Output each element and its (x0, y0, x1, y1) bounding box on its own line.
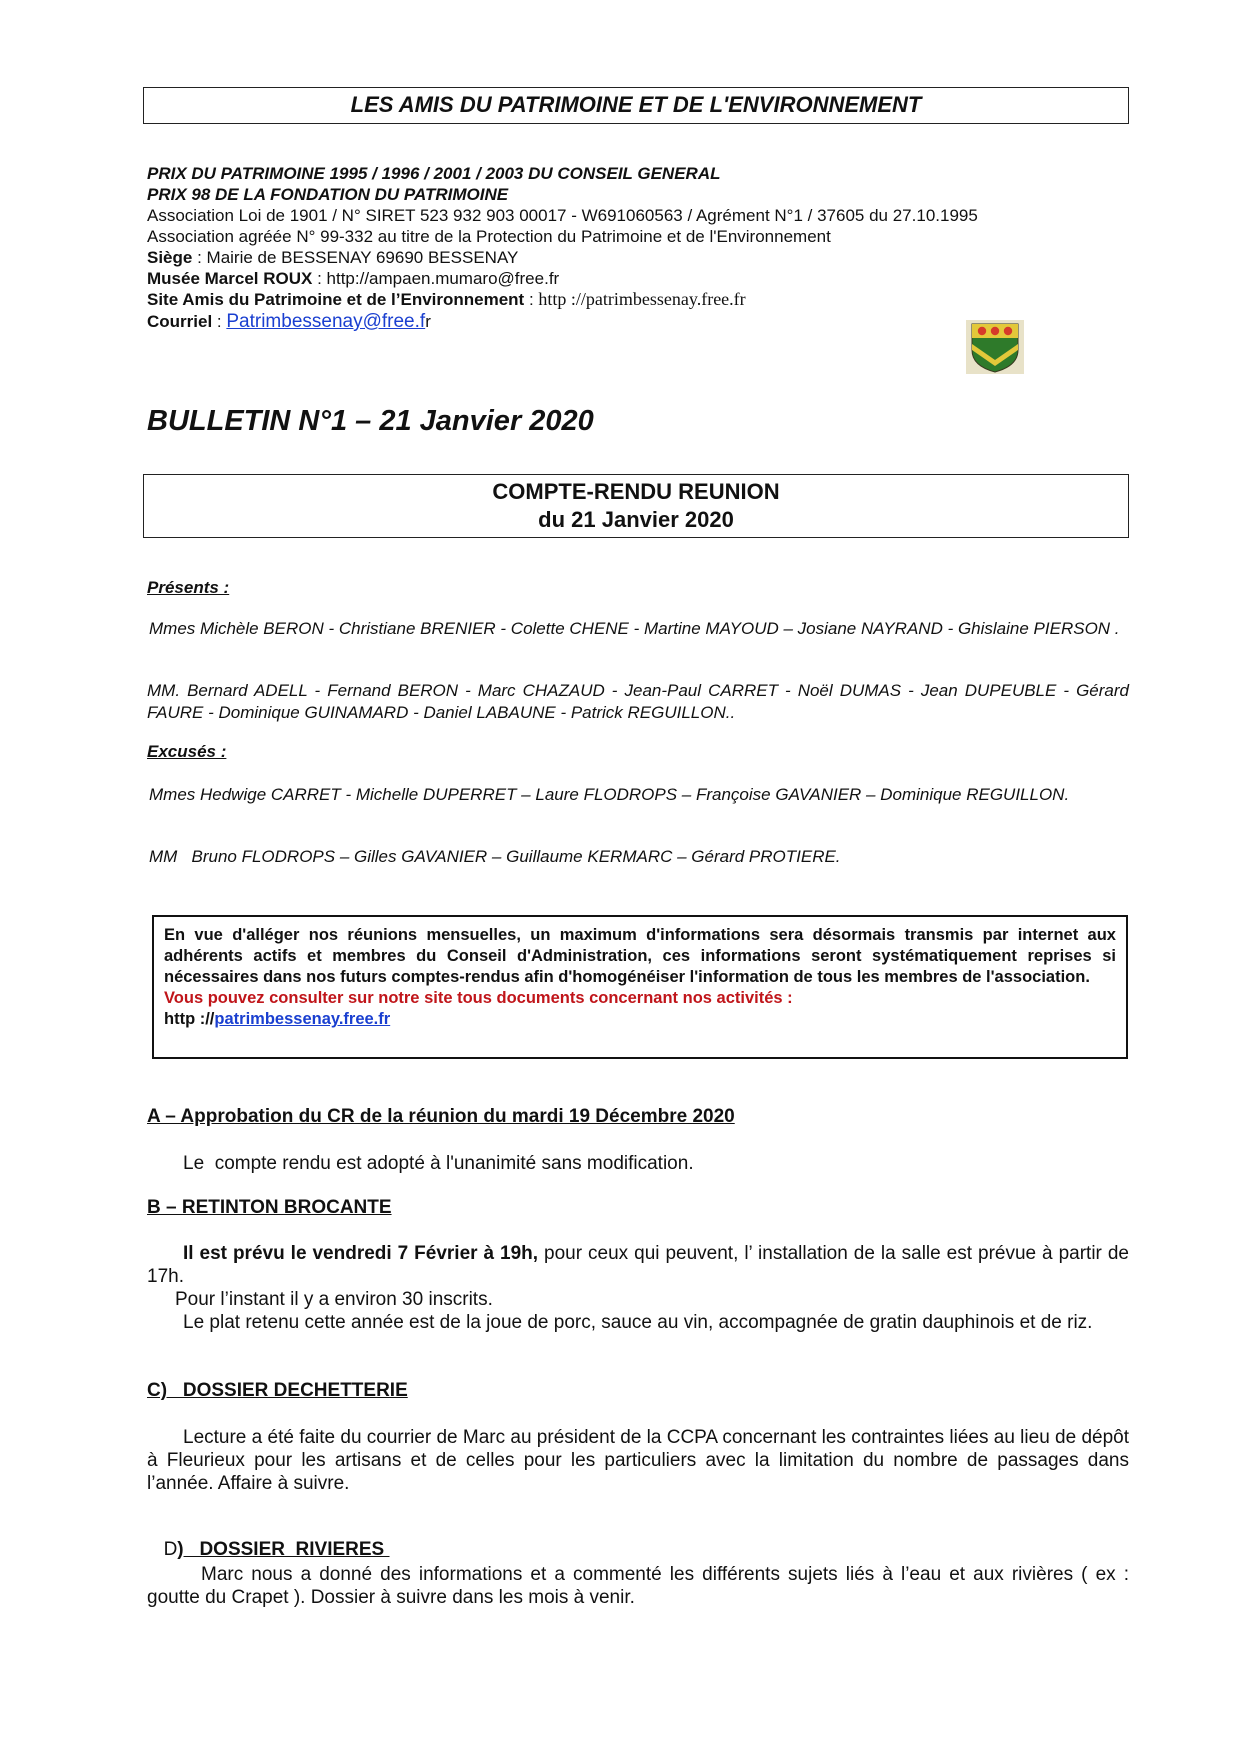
site-label: Site Amis du Patrimoine et de l’Environnement (147, 290, 525, 309)
section-d-text: Marc nous a donné des informations et a commenté les différents sujets liés à l’eau et aux rivières ( ex : goutte du Crapet ). Dossier à suivre dans les mois à venir. (147, 1564, 1129, 1608)
section-c-text: Lecture a été faite du courrier de Marc au président de la CCPA concernant les contraintes liées au lieu de dépôt à Fleurieux pour les artisans et de celles pour les particuliers avec la limitation du nombre de passages dans l’année. Affaire à suivre. (147, 1427, 1129, 1494)
section-b-bold: Il est prévu le vendredi 7 Février à 19h, (183, 1243, 539, 1264)
courriel-label: Courriel (147, 312, 213, 331)
notice-box (152, 915, 1128, 1059)
siege-value: : Mairie de BESSENAY 69690 BESSENAY (192, 248, 519, 267)
compte-rendu-line-1: COMPTE-RENDU REUNION (492, 479, 780, 504)
section-b-title: B – RETINTON BROCANTE (147, 1197, 392, 1218)
section-b-para-3: Le plat retenu cette année est de la joue de porc, sauce au vin, accompagnée de gratin dauphinois et de riz. (183, 1312, 1093, 1333)
musee-label: Musée Marcel ROUX (147, 269, 313, 288)
present-heading: Présents : (147, 578, 230, 597)
section-b-text-1: pour ceux qui peuvent, l’ installation de la salle est prévue à partir de 17h. (147, 1243, 1129, 1287)
site-sep: : (524, 290, 539, 309)
courriel-sep: : (212, 312, 227, 331)
notice-url-prefix: http :// (164, 1010, 215, 1028)
header-title: LES AMIS DU PATRIMOINE ET DE L'ENVIRONNEMENT (350, 92, 922, 117)
musee-line (147, 268, 1107, 289)
section-a-text: Le compte rendu est adopté à l'unanimité sans modification. (183, 1153, 694, 1174)
prize-line-1: PRIX DU PATRIMOINE 1995 / 1996 / 2001 / 2003 DU CONSEIL GENERAL (147, 164, 721, 183)
compte-rendu-box (143, 474, 1129, 538)
coat-of-arms-logo (966, 320, 1024, 374)
courriel-tail: r (425, 312, 431, 331)
siege-line (147, 247, 1107, 268)
association-line-1: Association Loi de 1901 / N° SIRET 523 932 903 00017 - W691060563 / Agrément N°1 / 37605 du 27.10.1995 (147, 206, 978, 225)
compte-rendu-line-2: du 21 Janvier 2020 (538, 507, 734, 532)
excused-mm: MM Bruno FLODROPS – Gilles GAVANIER – Guillaume KERMARC – Gérard PROTIERE. (149, 847, 841, 866)
association-info (147, 163, 1107, 333)
header-title-box (143, 87, 1129, 124)
excused-heading: Excusés : (147, 742, 227, 761)
section-b-para-1 (147, 1242, 1129, 1288)
association-line-2: Association agréée N° 99-332 au titre de la Protection du Patrimoine et de l'Environnement (147, 227, 831, 246)
notice-red-text: Vous pouvez consulter sur notre site tous documents concernant nos activités : (164, 989, 793, 1007)
section-d-title: ) DOSSIER RIVIERES (177, 1539, 390, 1560)
section-d-prefix: D (163, 1539, 178, 1560)
section-b-para-2: Pour l’instant il y a environ 30 inscrits. (175, 1289, 493, 1310)
notice-url-link[interactable]: patrimbessenay.free.fr (214, 1010, 391, 1028)
excused-mmes: Mmes Hedwige CARRET - Michelle DUPERRET – Laure FLODROPS – Françoise GAVANIER – Dominique REGUILLON. (149, 785, 1070, 804)
courriel-line (147, 310, 1107, 333)
musee-value: : http://ampaen.mumaro@free.fr (312, 269, 560, 288)
present-mmes: Mmes Michèle BERON - Christiane BRENIER - Colette CHENE - Martine MAYOUD – Josiane NAYRAND - Ghislaine PIERSON . (149, 619, 1120, 638)
bulletin-title: BULLETIN N°1 – 21 Janvier 2020 (147, 405, 594, 437)
section-d-title-line (153, 1517, 390, 1561)
present-mm: MM. Bernard ADELL - Fernand BERON - Marc CHAZAUD - Jean-Paul CARRET - Noël DUMAS - Jean DUPEUBLE - Gérard FAURE - Dominique GUINAMARD - Daniel LABAUNE - Patrick REGUILLON.. (147, 681, 1129, 722)
site-line (147, 289, 1107, 310)
notice-text: En vue d'alléger nos réunions mensuelles, un maximum d'informations sera désormais transmis par internet aux adhérents actifs et membres du Conseil d'Administration, ces informations seront systématiquement reprises si nécessaires dans nos futurs comptes-rendus afin d'homogénéiser l'information de tous les membres de l'association. (164, 926, 1116, 986)
notice-url-line (164, 1009, 1116, 1030)
section-c-title: C) DOSSIER DECHETTERIE (147, 1380, 408, 1401)
prize-line-2: PRIX 98 DE LA FONDATION DU PATRIMOINE (147, 185, 509, 204)
section-a-title: A – Approbation du CR de la réunion du mardi 19 Décembre 2020 (147, 1106, 735, 1127)
site-url[interactable]: http ://patrimbessenay.free.fr (538, 289, 746, 309)
siege-label: Siège (147, 248, 193, 267)
courriel-link[interactable]: Patrimbessenay@free.f (226, 311, 426, 332)
